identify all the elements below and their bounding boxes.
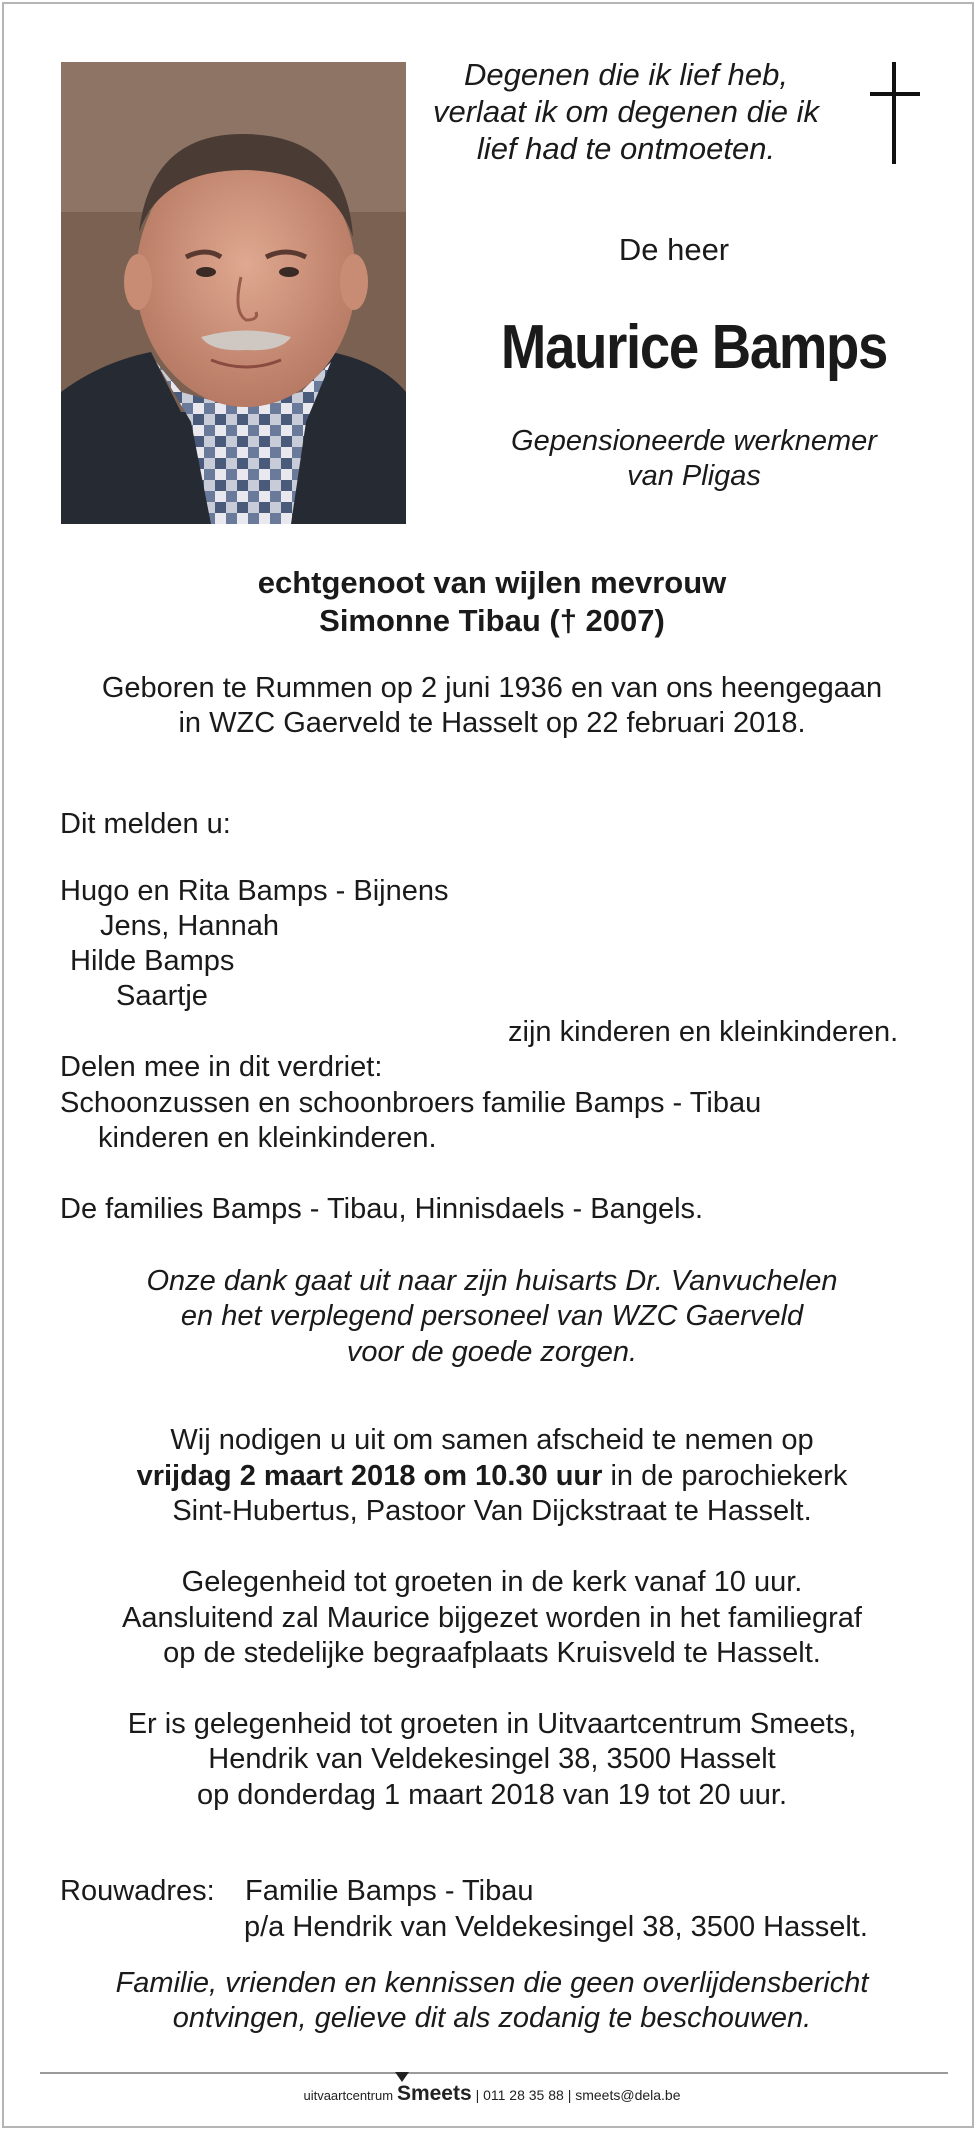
quote-line: verlaat ik om degenen die ik (432, 94, 819, 129)
burial-line: Gelegenheid tot groeten in de kerk vanaf 10 uur. (181, 1566, 803, 1598)
spouse-line: echtgenoot van wijlen mevrouw (257, 565, 727, 600)
ceremony-line: Sint-Hubertus, Pastoor Van Dijckstraat te Hasselt. (172, 1495, 812, 1527)
closing-line: Familie, vrienden en kennissen die geen overlijdensbericht (115, 1967, 869, 1999)
thanks-line: voor de goede zorgen. (346, 1336, 638, 1368)
address-label: Rouwadres: (60, 1875, 215, 1907)
ceremony-line (4, 1459, 980, 1494)
announce-intro: Dit melden u: (60, 808, 231, 840)
footer-separator: | (567, 2087, 572, 2103)
ceremony-date: vrijdag 2 maart 2018 om 10.30 uur (136, 1460, 603, 1492)
thanks-line: Onze dank gaat uit naar zijn huisarts Dr. Vanvuchelen (146, 1265, 838, 1297)
footer-divider (40, 2072, 948, 2074)
ceremony-place: in de parochiekerk (602, 1460, 848, 1492)
brand-name: Smeets (396, 2082, 472, 2105)
footer-phone: 011 28 35 88 (483, 2087, 564, 2103)
obituary-card (2, 2, 974, 2128)
family-member: Hilde Bamps (70, 945, 235, 977)
in-laws-line: kinderen en kleinkinderen. (98, 1122, 437, 1154)
family-member: Jens, Hannah (100, 910, 279, 942)
birth-death-line: in WZC Gaerveld te Hasselt op 22 februari 2018. (178, 707, 806, 739)
memorial-quote (424, 56, 828, 167)
brand-prefix: uitvaartcentrum (303, 2088, 394, 2103)
birth-death-line: Geboren te Rummen op 2 juni 1936 en van ons heengegaan (101, 672, 883, 704)
occupation-line: Gepensioneerde werknemer (511, 425, 877, 457)
footer-separator: | (475, 2087, 480, 2103)
family-role: zijn kinderen en kleinkinderen. (508, 1016, 899, 1048)
salutation: De heer (618, 232, 730, 267)
closing-line: ontvingen, gelieve dit als zodanig te beschouwen. (172, 2002, 812, 2034)
quote-line: lief had te ontmoeten. (476, 131, 776, 166)
latin-cross-icon (866, 62, 926, 164)
footer-email[interactable]: smeets@dela.be (575, 2087, 681, 2103)
occupation (444, 424, 944, 494)
visitation-line: Er is gelegenheid tot groeten in Uitvaartcentrum Smeets, (127, 1708, 857, 1740)
ceremony-line: Wij nodigen u uit om samen afscheid te nemen op (170, 1424, 814, 1456)
funeral-home-footer (4, 2082, 980, 2106)
address-name: Familie Bamps - Tibau (245, 1875, 534, 1907)
occupation-line: van Pligas (627, 460, 761, 492)
thanks-line: en het verplegend personeel van WZC Gaerveld (180, 1300, 804, 1332)
visitation-line: Hendrik van Veldekesingel 38, 3500 Hasselt (208, 1743, 776, 1775)
spouse-line: Simonne Tibau († 2007) (319, 603, 665, 638)
family-member: Hugo en Rita Bamps - Bijnens (60, 875, 449, 907)
families-line: De families Bamps - Tibau, Hinnisdaels - Bangels. (60, 1193, 704, 1225)
deceased-name: Maurice Bamps (500, 313, 888, 382)
logo-triangle-icon (395, 2072, 409, 2082)
address-street: p/a Hendrik van Veldekesingel 38, 3500 Hasselt. (244, 1911, 868, 1943)
spouse-info (4, 564, 980, 640)
visitation-line: op donderdag 1 maart 2018 van 19 tot 20 uur. (196, 1779, 788, 1811)
portrait-photo (61, 62, 406, 524)
grief-intro: Delen mee in dit verdriet: (60, 1051, 383, 1083)
burial-line: Aansluitend zal Maurice bijgezet worden in het familiegraf (122, 1602, 862, 1634)
family-member: Saartje (116, 980, 208, 1012)
burial-line: op de stedelijke begraafplaats Kruisveld te Hasselt. (163, 1637, 821, 1669)
quote-line: Degenen die ik lief heb, (463, 57, 788, 92)
in-laws-line: Schoonzussen en schoonbroers familie Bamps - Tibau (60, 1087, 762, 1119)
